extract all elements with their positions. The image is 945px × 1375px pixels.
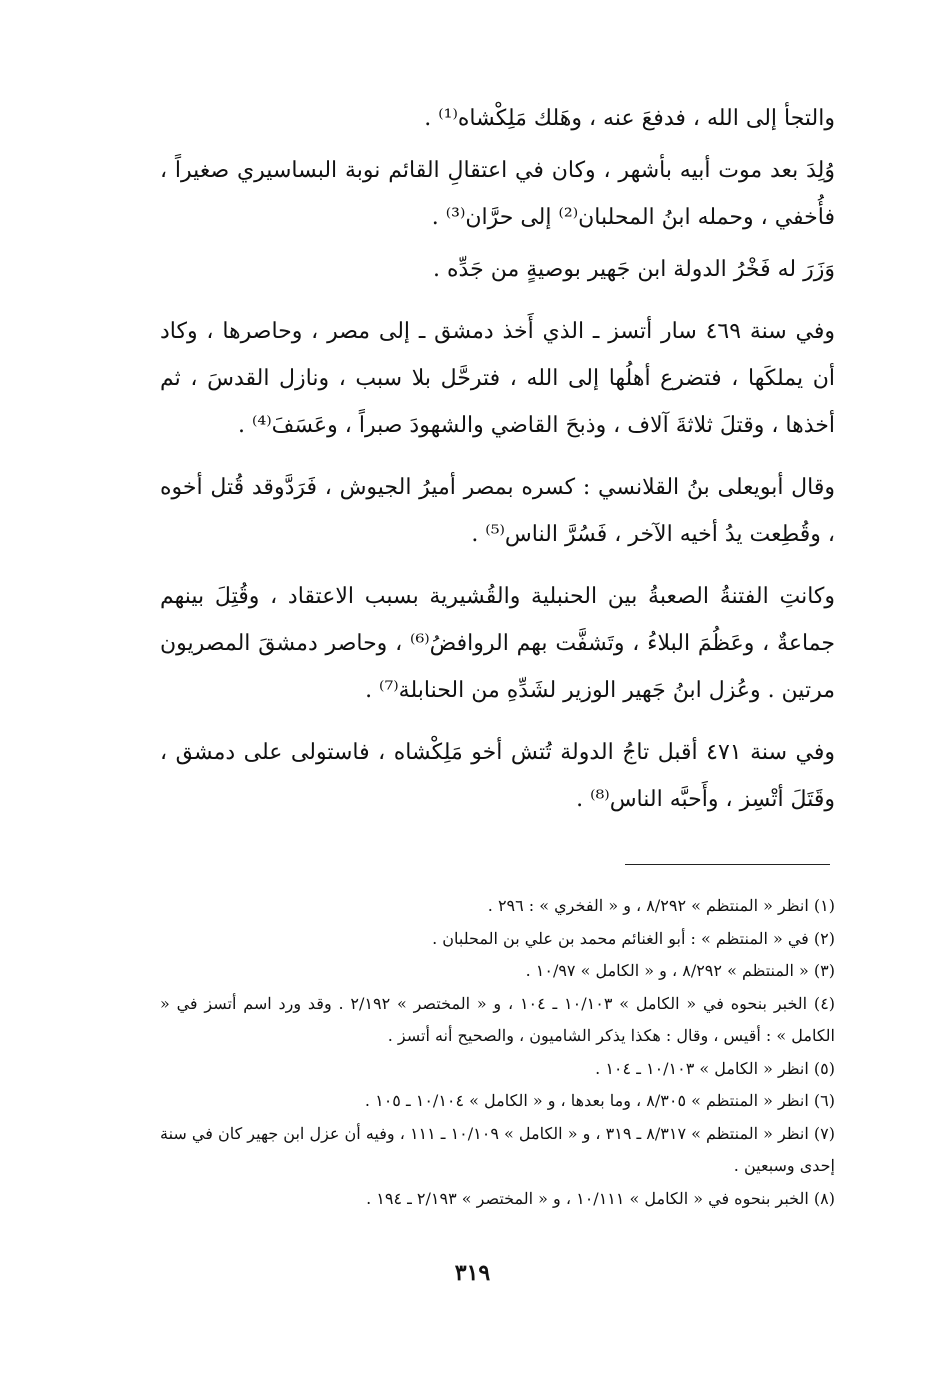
paragraph-7: وفي سنة ٤٧١ أقبل تاجُ الدولة تُتش أخو مَلِكْشاه ، فاستولى على دمشق ، وقَتَلَ أتْسِز ، وأَحبَّه الناس⁽⁸⁾ . bbox=[160, 740, 835, 812]
paragraph-5: وقال أبويعلى بنُ القلانسي : كسره بمصر أميرُ الجيوش ، فَرَدَّوقد قُتل أخوه ، وقُطِعت يدُ أخيه الآخر ، فَسُرَّ الناس⁽⁵⁾ . bbox=[160, 475, 835, 547]
footnote-1: (١) انظر « المنتظم » ٨/٢٩٢ ، و « الفخري » : ٢٩٦ . bbox=[487, 896, 835, 915]
footnote-7: (٧) انظر « المنتظم » ٨/٣١٧ ـ ٣١٩ ، و « الكامل » ١٠/١٠٩ ـ ١١١ ، وفيه أن عزل ابن جهير كان في سنة إحدى وسبعين . bbox=[159, 1123, 835, 1175]
footnote-5: (٥) انظر « الكامل » ١٠/١٠٣ ـ ١٠٤ . bbox=[595, 1058, 835, 1078]
footnote-separator bbox=[625, 864, 830, 865]
footnote-2: (٢) في « المنتظم » : أبو الغنائم محمد بن علي بن المحلبان . bbox=[432, 928, 835, 948]
footnote-4: (٤) الخبر بنحوه في « الكامل » ١٠/١٠٣ ـ ١٠٤ ، و « المختصر » ٢/١٩٢ . وقد ورد اسم أتسز في « الكامل » : أقيس ، وقال : هكذا يذكر الشاميون ، والصحيح أنه أتسز . bbox=[160, 993, 836, 1045]
paragraph-1: والتجأ إلى الله ، فدفعَ عنه ، وهَلك مَلِكْشاه⁽¹⁾ . bbox=[424, 106, 835, 131]
footnote-6: (٦) انظر « المنتظم » ٨/٣٠٥ ، وما بعدها ، و « الكامل » ١٠/١٠٤ ـ ١٠٥ . bbox=[364, 1091, 835, 1110]
paragraph-4: وفي سنة ٤٦٩ سار أتسز ـ الذي أَخذ دمشق ـ إلى مصر ، وحاصرها ، وكاد أن يملكَها ، فتضرع أهلُها إلى الله ، فترحَّل بلا سبب ، ونازل القدسَ ، ثم أخذها ، وقتلَ ثلاثةَ آلاف ، وذبحَ القاضي والشهودَ صبراً ، وعَسَفَ⁽⁴⁾ . bbox=[160, 319, 835, 438]
footnote-3: (٣) « المنتظم » ٨/٢٩٢ ، و « الكامل » ١٠/٩٧ . bbox=[525, 961, 835, 980]
footnotes bbox=[160, 890, 835, 1215]
page-number: ٣١٩ bbox=[454, 1260, 491, 1286]
paragraph-2: وُلِدَ بعد موت أبيه بأشهر ، وكان في اعتقالِ القائم نوبة البساسيري صغيراً ، فأُخفي ، وحمله ابنُ المحلبان⁽²⁾ إلى حرَّان⁽³⁾ . bbox=[160, 158, 835, 230]
main-text bbox=[160, 95, 835, 838]
footnote-8: (٨) الخبر بنحوه في « الكامل » ١٠/١١١ ، و « المختصر » ٢/١٩٣ ـ ١٩٤ . bbox=[366, 1188, 835, 1208]
paragraph-3: وَزَرَ له فَخْرُ الدولة ابن جَهير بوصيةٍ من جَدِّه . bbox=[433, 257, 835, 282]
paragraph-6: وكانتِ الفتنةُ الصعبةُ بين الحنبلية والقُشيرية بسبب الاعتقاد ، وقُتِلَ بينهم جماعةٌ ، وعَظُمَ البلاءُ ، وتَشفَّت بهم الروافضُ⁽⁶⁾ ، وحاصر دمشقَ المصريون مرتين . وعُزل ابنُ جَهير الوزير لشَدِّهِ من الحنابلة⁽⁷⁾ . bbox=[160, 584, 835, 703]
